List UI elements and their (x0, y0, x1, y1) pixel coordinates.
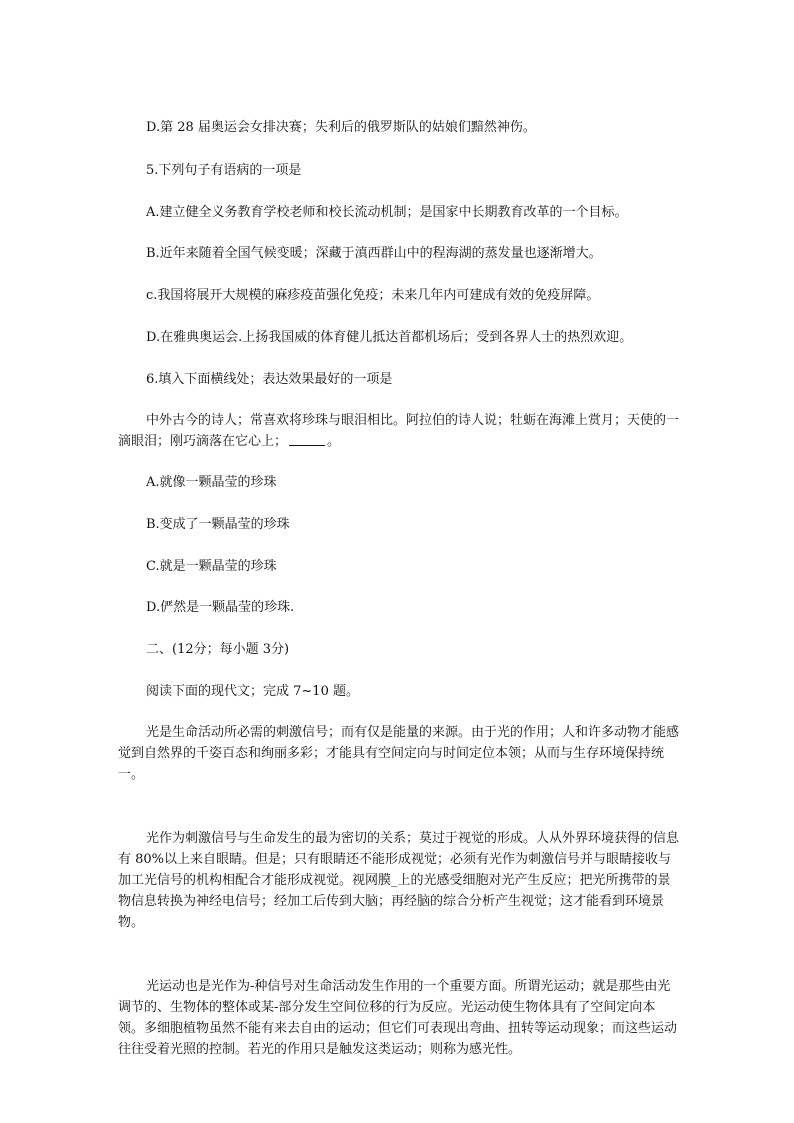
q6-option-c: C.就是一颗晶莹的珍珠 (146, 559, 277, 574)
q5-option-d: D.在雅典奥运会.上扬我国威的体育健儿抵达首都机场后；受到各界人士的热烈欢迎。 (146, 330, 633, 345)
q6-option-d: D.俨然是一颗晶莹的珍珠. (146, 600, 295, 615)
q5-option-a: A.建立健全义务教育学校老师和校长流动机制；是国家中长期教育改革的一个目标。 (146, 205, 628, 220)
article-paragraph-2: 光作为刺激信号与生命发生的最为密切的关系；莫过于视觉的形成。人从外界环境获得的信息有 80%以上来自眼睛。但是；只有眼睛还不能形成视觉；必须有光作为刺激信号并与眼睛接收与加工光信号的机构相配合才能形成视觉。视网膜_上的光感受细胞对光产生反应；把光所携带的景物信息转换为神经电信号；经加工后传到大脑；再经脑的综合分析产生视觉；这才能看到环境景物。 (118, 831, 680, 930)
section2-instruction: 阅读下面的现代文；完成 7~10 题。 (146, 684, 359, 699)
q4-option-d: D.第 28 届奥运会女排决赛；失利后的俄罗斯队的姑娘们黯然神伤。 (146, 120, 536, 135)
section2-heading: 二、(12分；每小题 3分) (146, 642, 290, 657)
q5-stem: 5.下列句子有语病的一项是 (146, 163, 302, 178)
q6-stem: 6.填入下面横线处；表达效果最好的一项是 (146, 372, 393, 387)
q6-option-a: A.就像一颗晶莹的珍珠 (146, 475, 277, 490)
q5-option-b: B.近年来随着全国气候变暖；深藏于滇西群山中的程海湖的蒸发量也逐渐增大。 (146, 246, 602, 261)
fill-in-blank (289, 433, 325, 446)
q6-passage (118, 410, 680, 452)
q5-option-c: c.我国将展开大规模的麻疹疫苗强化免疫；未来几年内可建成有效的免疫屏障。 (146, 288, 600, 303)
q6-passage-text: 中外古今的诗人；常喜欢将珍珠与眼泪相比。阿拉伯的诗人说；牡蛎在海滩上赏月；天使的一滴眼泪；刚巧滴落在它心上； (118, 413, 680, 449)
q6-option-b: B.变成了一颗晶莹的珍珠 (146, 517, 290, 532)
q6-passage-end: 。 (327, 434, 341, 449)
article-paragraph-3: 光运动也是光作为-种信号对生命活动发生作用的一个重要方面。所谓光运动；就是那些由光调节的、生物体的整体或某-部分发生空间位移的行为反应。光运动使生物体具有了空间定向本领。多细胞植物虽然不能有来去自由的运动；但它们可表现出弯曲、扭转等运动现象；而这些运动往往受着光照的控制。若光的作用只是触发这类运动；则称为感光性。 (118, 979, 678, 1057)
article-paragraph-1: 光是生命活动所必需的刺激信号；而有仅是能量的来源。由于光的作用；人和许多动物才能感觉到自然界的千姿百态和绚丽多彩；才能具有空间定向与时间定位本领；从而与生存环境保持统一。 (118, 725, 680, 782)
